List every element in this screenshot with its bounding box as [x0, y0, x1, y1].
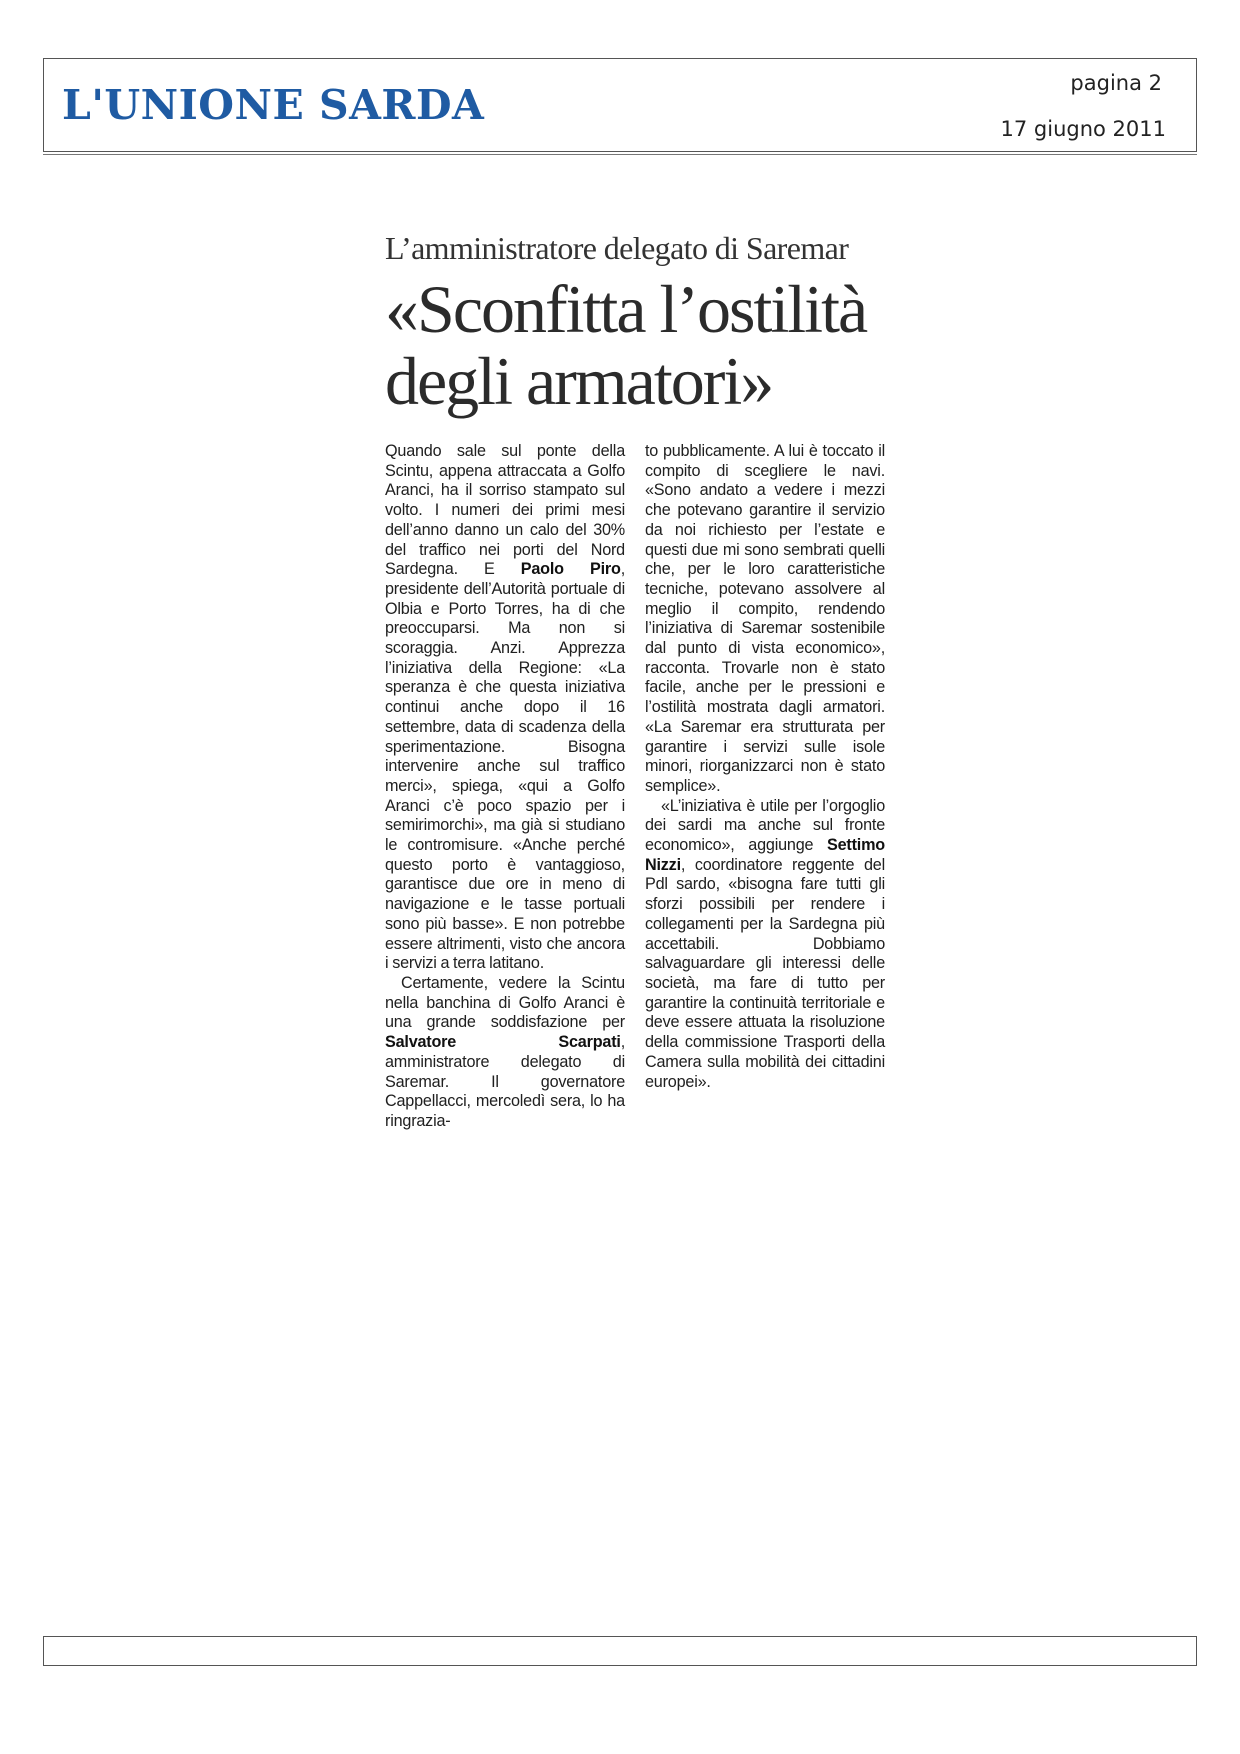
article-body: [385, 442, 885, 1132]
publication-date: 17 giugno 2011: [1000, 117, 1166, 141]
newspaper-masthead: L'UNIONE SARDA: [62, 81, 485, 129]
person-name: Salvatore Scarpati: [385, 1033, 621, 1052]
text-run: , coordinatore reggente del Pdl sardo, «bisogna fare tutti gli sforzi possibili per rendere i collegamenti per la Sardegna più accettabili. Dobbiamo salvaguardare gli interessi delle società, ma fare di tutto per garantire la continuità territoriale e deve essere attuata la risoluzione della commissione Trasporti della Camera sulla mobilità dei cittadini europei».: [645, 855, 885, 1091]
article-column-2: [645, 442, 885, 1132]
text-run: , presidente dell’Autorità portuale di Olbia e Porto Torres, ha di che preoccuparsi. Ma non si scoraggia. Anzi. Apprezza l’iniziativa della Regione: «La speranza è che questa iniziativa continui anche dopo il 16 settembre, data di scadenza della sperimentazione. Bisogna intervenire anche sul traffico merci», spiega, «qui a Golfo Aranci c’è poco spazio per i semirimorchi», ma già si studiano le contromisure. «Anche perché questo porto è vantaggioso, garantisce due ore in meno di navigazione e le tasse portuali sono più basse». E non potrebbe essere altrimenti, visto che ancora i servizi a terra latitano.: [385, 560, 625, 973]
article-kicker: L’amministratore delegato di Saremar: [385, 230, 849, 266]
text-run: Quando sale sul ponte della Scintu, appena attraccata a Golfo Aranci, ha il sorriso stampato sul volto. I numeri dei primi mesi dell’anno danno un calo del 30% del traffico nei porti del Nord Sardegna. E: [385, 442, 625, 579]
text-run: , amministratore delegato di Saremar. Il governatore Cappellacci, mercoledì sera, lo ha ringrazia-: [385, 1033, 625, 1130]
text-run: «L’iniziativa è utile per l’orgoglio dei sardi ma anche sul fronte economico», aggiunge: [645, 796, 885, 855]
page-number: pagina 2: [1070, 71, 1162, 95]
article-headline: «Sconfitta l’ostilità degli armatori»: [385, 271, 867, 419]
article-column-1: [385, 442, 625, 1132]
article: [385, 230, 885, 1130]
paragraph: [645, 797, 885, 1093]
person-name: Settimo Nizzi: [645, 836, 885, 874]
page-footer: [43, 1636, 1197, 1666]
text-run: Certamente, vedere la Scintu nella banchina di Golfo Aranci è una grande soddisfazione per: [385, 973, 625, 1032]
paragraph: to pubblicamente. A lui è toccato il compito di scegliere le navi. «Sono andato a vedere i mezzi che potevano garantire il servizio da noi richiesto per l’estate e questi due mi sono sembrati quelli che, per le loro caratteristiche tecniche, potevano assolvere al meglio il compito, rendendo l’iniziativa di Saremar sostenibile dal punto di vista economico», racconta. Trovarle non è stato facile, anche per le pressioni e l’ostilità mostrata dagli armatori. «La Saremar era strutturata per garantire i servizi sulle isole minori, riorganizzarci non è stato semplice».: [645, 442, 885, 795]
paragraph: [385, 442, 625, 974]
person-name: Paolo Piro: [520, 560, 621, 579]
page-header: [43, 58, 1197, 152]
paragraph: [385, 974, 625, 1132]
